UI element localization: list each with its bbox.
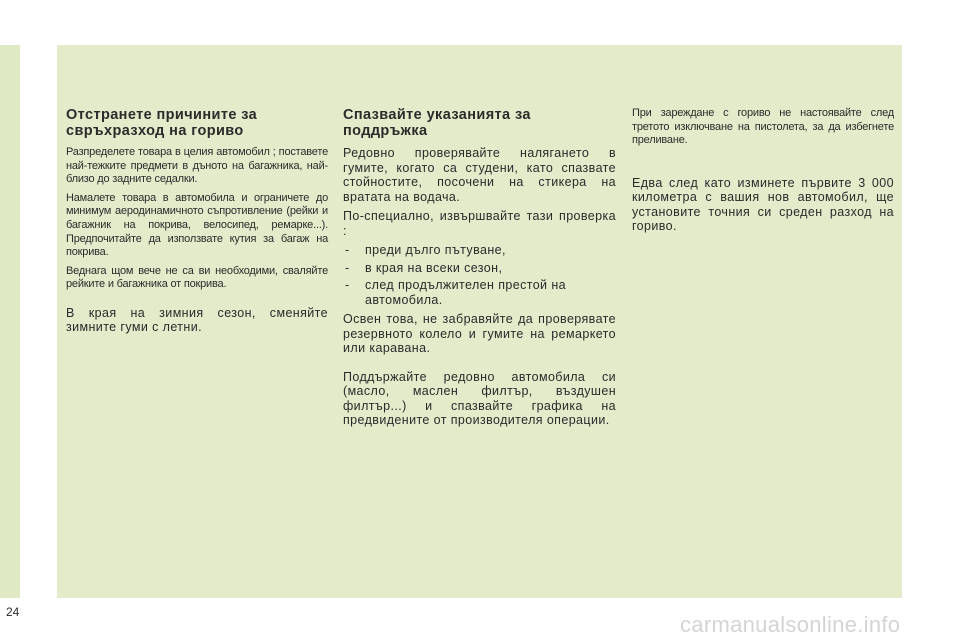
- list-item: - преди дълго пътуване,: [343, 243, 616, 258]
- column-maintenance: [343, 107, 616, 433]
- column-fuel-overconsumption: [66, 107, 328, 340]
- paragraph-refuelling: При зареждане с гориво не настоявайте след третото изключване на пистолета, за да избегнете преливане.: [632, 107, 894, 147]
- paragraph-reduce-load: Намалете товара в автомобила и ограничете до минимум аеродинамичното съпротивление (рейки и багажник на покрива, велосипед, ремарке...). Предпочитайте да използвате кутия за багаж на покрива.: [66, 191, 328, 259]
- page-number: 24: [6, 605, 20, 619]
- watermark: carmanualsonline.info: [680, 612, 901, 637]
- paragraph-tyre-pressure: Редовно проверявайте налягането в гумите, когато са студени, като спазвате стойностите, посочени на стикера на вратата на водача.: [343, 146, 616, 204]
- paragraph-winter-tyres: В края на зимния сезон, сменяйте зимните гуми с летни.: [66, 305, 328, 335]
- left-margin-strip: [0, 45, 20, 598]
- paragraph-check-intro: По-специално, извършвайте тази проверка :: [343, 209, 616, 238]
- column-refuelling: [632, 107, 894, 239]
- check-list: [343, 243, 616, 307]
- paragraph-first-kilometres: Едва след като изминете първите 3 000 километра с вашия нов автомобил, ще установите точния си среден разход на гориво.: [632, 175, 894, 234]
- paragraph-remove-roof-bars: Веднага щом вече не са ви необходими, сваляйте рейките и багажника от покрива.: [66, 264, 328, 291]
- list-item: - след продължителен престой на автомобила.: [343, 278, 616, 307]
- section-title-overconsumption: Отстранете причините за свръхразход на гориво: [66, 107, 258, 139]
- paragraph-spare-wheel: Освен това, не забравяйте да проверявате резервното колело и гумите на ремаркето или каравана.: [343, 312, 616, 355]
- paragraph-load-distribution: Разпределете товара в целия автомобил ; поставете най-тежките предмети в дъното на багажника, най-близо до задните седалки.: [66, 146, 328, 186]
- content-panel: [57, 45, 902, 598]
- section-title-maintenance: Спазвайте указанията за поддръжка: [343, 107, 531, 139]
- list-item: - в края на всеки сезон,: [343, 261, 616, 276]
- paragraph-servicing: Поддържайте редовно автомобила си (масло, маслен филтър, въздушен филтър...) и спазвайте графика на предвидените от производителя операции.: [343, 369, 616, 427]
